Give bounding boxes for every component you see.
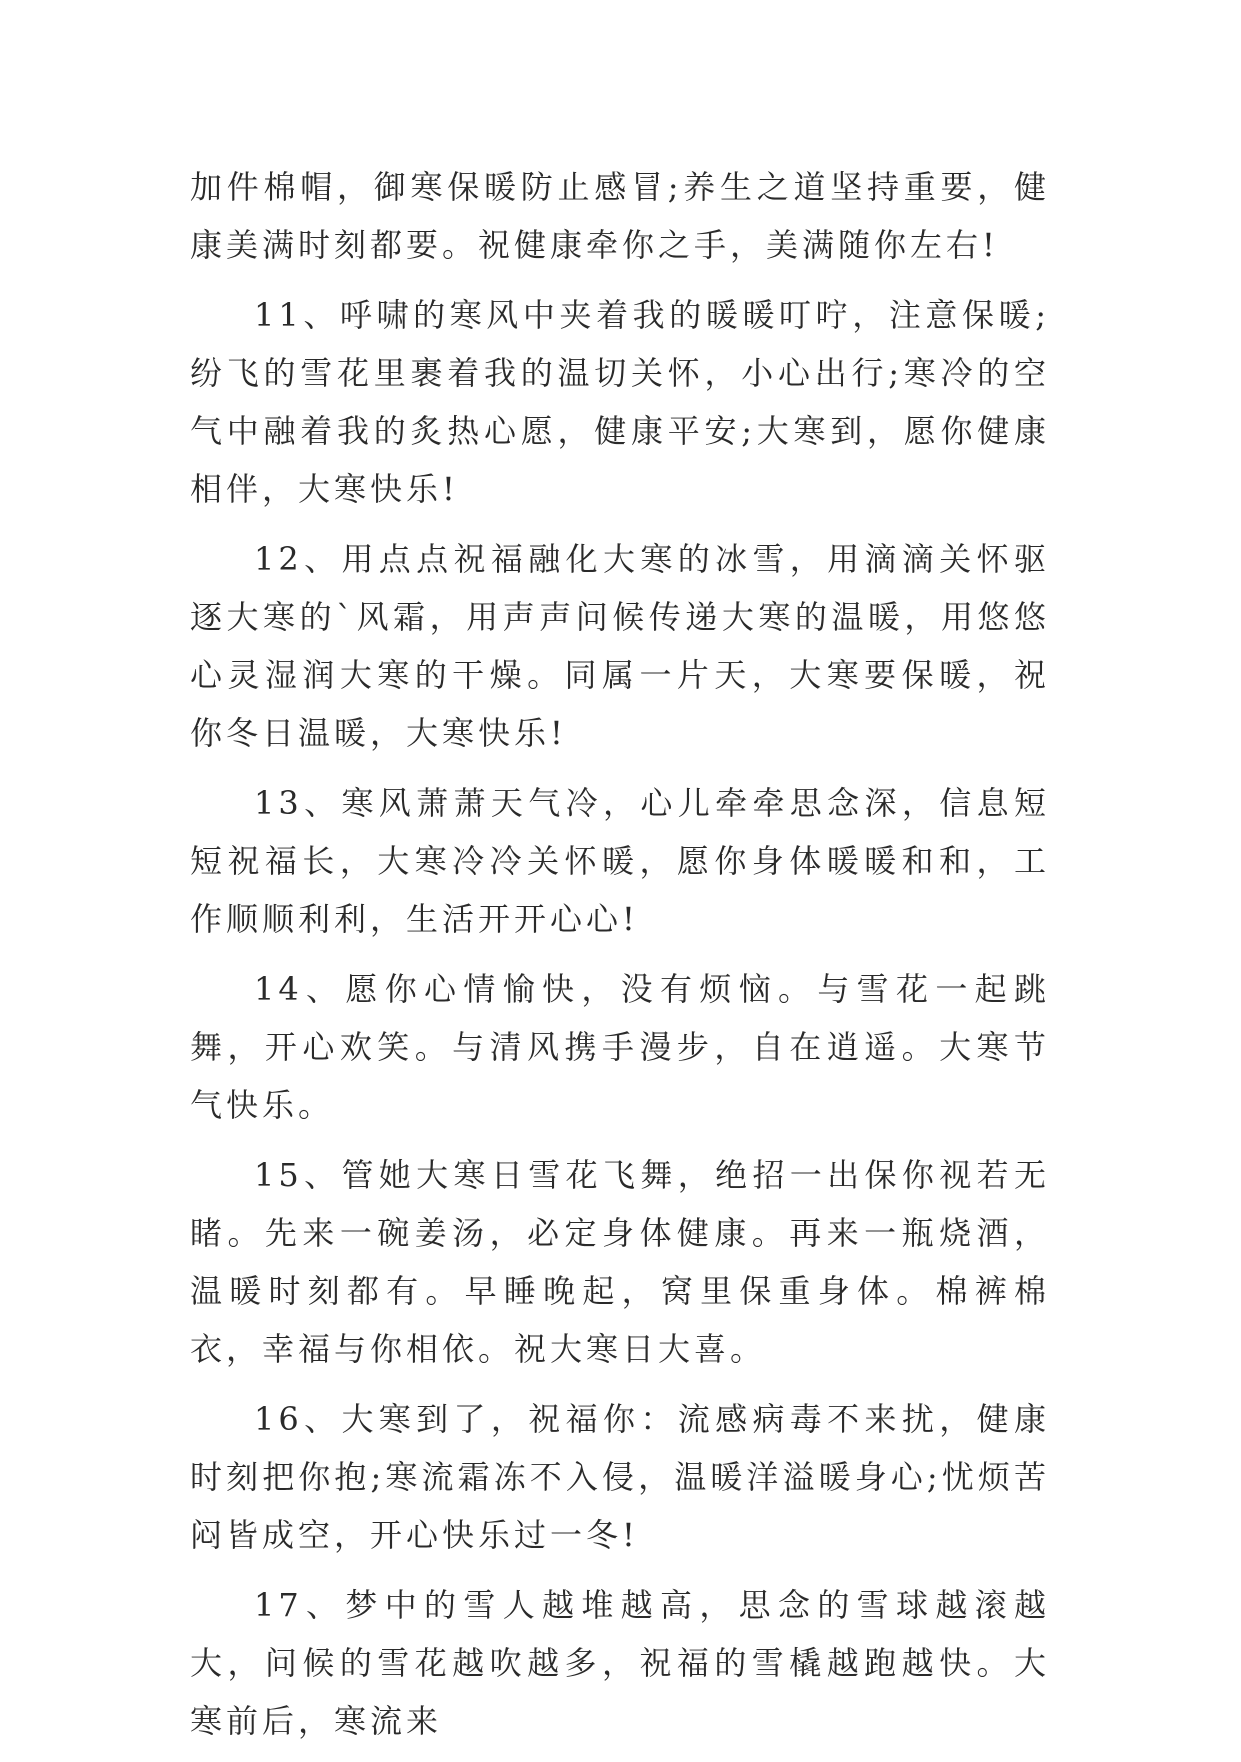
paragraph-15: 15、管她大寒日雪花飞舞，绝招一出保你视若无睹。先来一碗姜汤，必定身体健康。再来一瓶烧酒，温暖时刻都有。早睡晚起，窝里保重身体。棉裤棉衣，幸福与你相依。祝大寒日大喜。 xyxy=(190,1156,1050,1368)
paragraph-17: 17、梦中的雪人越堆越高，思念的雪球越滚越大，问候的雪花越吹越多，祝福的雪橇越跑越快。大寒前后，寒流来 xyxy=(190,1586,1050,1740)
paragraph-12: 12、用点点祝福融化大寒的冰雪，用滴滴关怀驱逐大寒的`风霜，用声声问候传递大寒的温暖，用悠悠心灵湿润大寒的干燥。同属一片天，大寒要保暖，祝你冬日温暖，大寒快乐! xyxy=(190,540,1050,752)
document-body xyxy=(190,158,1050,1762)
paragraph-11: 11、呼啸的寒风中夹着我的暖暖叮咛，注意保暖;纷飞的雪花里裹着我的温切关怀，小心出行;寒冷的空气中融着我的炙热心愿，健康平安;大寒到，愿你健康相伴，大寒快乐! xyxy=(190,296,1050,508)
paragraph-16: 16、大寒到了，祝福你：流感病毒不来扰，健康时刻把你抱;寒流霜冻不入侵，温暖洋溢暖身心;忧烦苦闷皆成空，开心快乐过一冬! xyxy=(190,1400,1050,1554)
paragraph-13: 13、寒风萧萧天气冷，心儿牵牵思念深，信息短短祝福长，大寒冷冷关怀暖，愿你身体暖暖和和，工作顺顺利利，生活开开心心! xyxy=(190,784,1050,938)
paragraph-14: 14、愿你心情愉快，没有烦恼。与雪花一起跳舞，开心欢笑。与清风携手漫步，自在逍遥。大寒节气快乐。 xyxy=(190,970,1050,1124)
paragraph-continuation: 加件棉帽，御寒保暖防止感冒;养生之道坚持重要，健康美满时刻都要。祝健康牵你之手，美满随你左右! xyxy=(190,168,1050,264)
